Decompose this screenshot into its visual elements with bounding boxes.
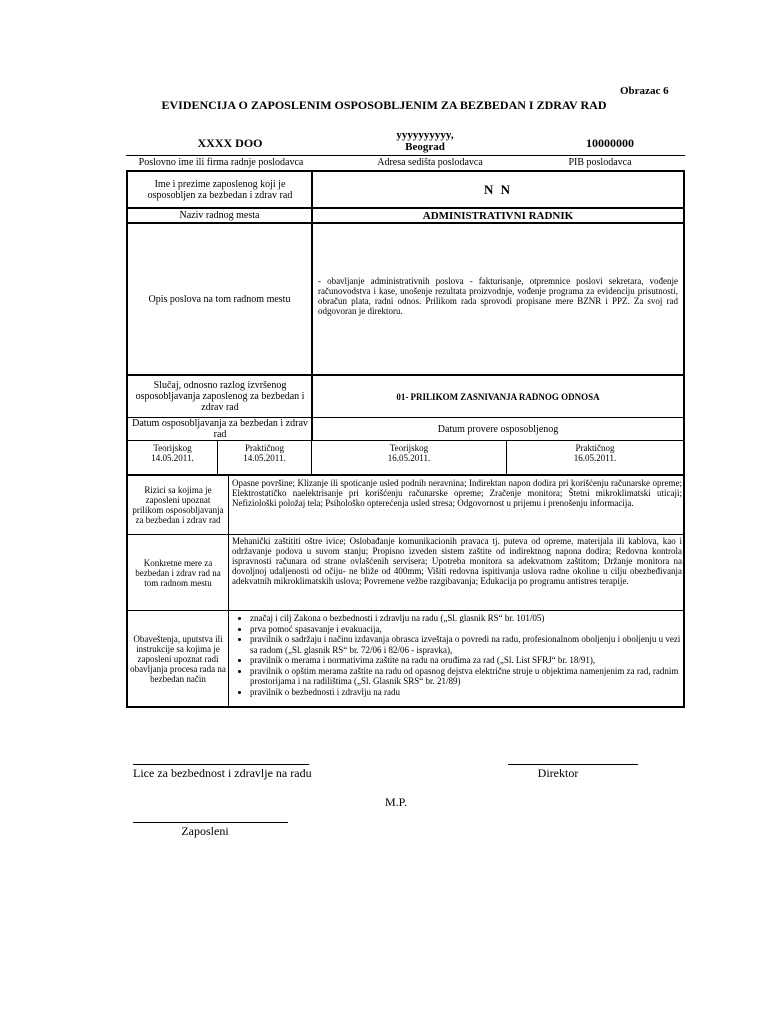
training-reason-label: Slučaj, odnosno razlog izvršenog osposobljavanja zaposlenog za bezbedan i zdrav rad bbox=[135, 380, 305, 413]
instructions-list bbox=[236, 613, 682, 697]
date-label: Teorijskog bbox=[389, 443, 429, 453]
signature-line-safety bbox=[133, 764, 309, 765]
date-value: 14.05.2011. bbox=[243, 453, 286, 463]
date-value: 16.05.2011. bbox=[573, 453, 617, 463]
employee-label: Ime i prezime zaposlenog koji je osposobljen za bezbedan i zdrav rad bbox=[147, 178, 293, 201]
measures-label: Konkretne mere za bezbedan i zdrav rad na tom radnom mestu bbox=[135, 557, 221, 588]
date-label: Praktičnog bbox=[245, 443, 284, 453]
form-number: Obrazac 6 bbox=[620, 85, 669, 97]
signature-line-employee bbox=[133, 822, 288, 823]
instruction-item: • značaj i cilj Zakona o bezbednosti i zdravlju na radu („Sl. glasnik RS“ br. 101/05) bbox=[250, 613, 682, 624]
address-line-2: Beograd bbox=[405, 141, 445, 153]
page-title: EVIDENCIJA O ZAPOSLENIM OSPOSOBLJENIM ZA BEZBEDAN I ZDRAV RAD bbox=[161, 98, 607, 112]
instruction-item: • prva pomoć spasavanje i evakuacija, bbox=[250, 624, 682, 635]
date-label: Teorijskog bbox=[153, 443, 192, 453]
employer-pib-caption: PIB poslodavca bbox=[568, 157, 632, 168]
employer-address-caption: Adresa sedišta poslodavca bbox=[377, 157, 483, 168]
training-reason-value: 01- PRILIKOM ZASNIVANJA RADNOG ODNOSA bbox=[396, 391, 600, 402]
position-value: ADMINISTRATIVNI RADNIK bbox=[422, 209, 574, 222]
instructions-label: Obaveštenja, uputstva ili instrukcije sa kojima je zaposleni upoznat radi obavljanja procesa rada na bezbedan način bbox=[130, 633, 226, 684]
director-label: Direktor bbox=[537, 766, 579, 780]
employee-signature-label: Zaposleni bbox=[181, 824, 229, 838]
date-value: 16.05.2011. bbox=[387, 453, 431, 463]
measures-value: Mehanički zaštititi oštre ivice; Oslobađanje komunikacionih pravaca tj. puteva od opreme, materijala ili kablova, kao i održavanje podova u suvom stanju; Propisno izveden sistem zaštite od indirektnog napona dodira; Redovna kontrola ispravnosti računara od strane ovlašćenih servisera; Upotreba monitora sa adekvatnom zaštitom; Držanje monitora na dovoljnoj udaljenosti od očiju- ne bliže od 400mm; Višiti redovna ispitivanja uslova radne okoline u cilju obezbeđivanja adekvatnih mikroklimatskih uslova; Povremene vežbe razgibavanja; Edukacija po programu antistres terapije. bbox=[232, 536, 682, 586]
practice-training-date bbox=[218, 443, 311, 463]
employer-pib: 10000000 bbox=[586, 136, 634, 150]
instruction-item: • pravilnik o merama i normativima zaštite na radu na oruđima za rad („Sl. List SFRJ“ br. 18/91), bbox=[250, 655, 682, 666]
address-line-1: yyyyyyyyyy, bbox=[396, 129, 454, 141]
header-rule bbox=[126, 155, 685, 156]
theory-check-date bbox=[312, 443, 506, 463]
employer-name: XXXX DOO bbox=[197, 136, 263, 150]
signature-line-director bbox=[508, 764, 638, 765]
row-divider bbox=[127, 440, 684, 441]
check-date-label: Datum provere osposobljenog bbox=[437, 423, 559, 435]
instruction-item: • pravilnik o bezbednosti i zdravlju na radu bbox=[250, 687, 682, 698]
job-description-label: Opis poslova na tom radnom mestu bbox=[148, 293, 291, 305]
risks-label: Rizici sa kojima je zaposleni upoznat prilikom osposobljavanja za bezbedan i zdrav rad bbox=[132, 485, 224, 525]
stamp-label: M.P. bbox=[385, 795, 408, 809]
theory-training-date bbox=[128, 443, 217, 463]
training-date-label: Datum osposobljavanja za bezbedan i zdrav rad bbox=[132, 418, 308, 440]
position-label: Naziv radnog mesta bbox=[179, 210, 260, 221]
col-divider bbox=[228, 476, 229, 707]
employer-name-caption: Poslovno ime ili firma radnje poslodavca bbox=[138, 157, 304, 168]
safety-officer-label: Lice za bezbednost i zdravlje na radu bbox=[133, 766, 312, 780]
instruction-item: • pravilnik o sadržaju i načinu izdavanja obrasca izveštaja o povredi na radu, profesionalnom oboljenju i oboljenju u vezi sa radom („Sl. glasnik RS“ br. 72/06 i 82/06 - ispravka), bbox=[250, 634, 682, 655]
date-label: Praktičnog bbox=[575, 443, 615, 453]
risks-value: Opasne površine; Klizanje ili spoticanje usled podnih neravnina; Indirektan napon dodira pri korišćenju računarske opreme; Elektrostatičko naelektrisanje pri korišćenju računarske opreme; Zračenje monitora; Štetni mikroklimatski uticaji; Nefiziološki položaj tela; Psihološko opterećenja usled stresa; Odgovornost u prijemu i prenošenju informacija. bbox=[232, 478, 682, 508]
instruction-item: • pravilnik o opštim merama zaštite na radu od opasnog dejstva električne struje u objektima namenjenim za rad, radnim prostorijama i na radilištima („Sl. Glasnik SRS“ br. 21/89) bbox=[250, 666, 682, 687]
employer-address bbox=[340, 129, 510, 153]
date-value: 14.05.2011. bbox=[151, 453, 194, 463]
practice-check-date bbox=[507, 443, 683, 463]
job-description-value: - obavljanje administrativnih poslova - fakturisanje, otpremnice poslovi sekretara, vođenje računovodstva i kase, unošenje rezultata proizvodnje, vođenje programa za evidenciju prisutnosti, obračun plata, radni odnos. Prilikom rada sprovodi propisane mere BZNR i PPZ. Za svoj rad odgovoran je direktoru. bbox=[318, 276, 678, 316]
employee-name: N N bbox=[483, 181, 513, 197]
